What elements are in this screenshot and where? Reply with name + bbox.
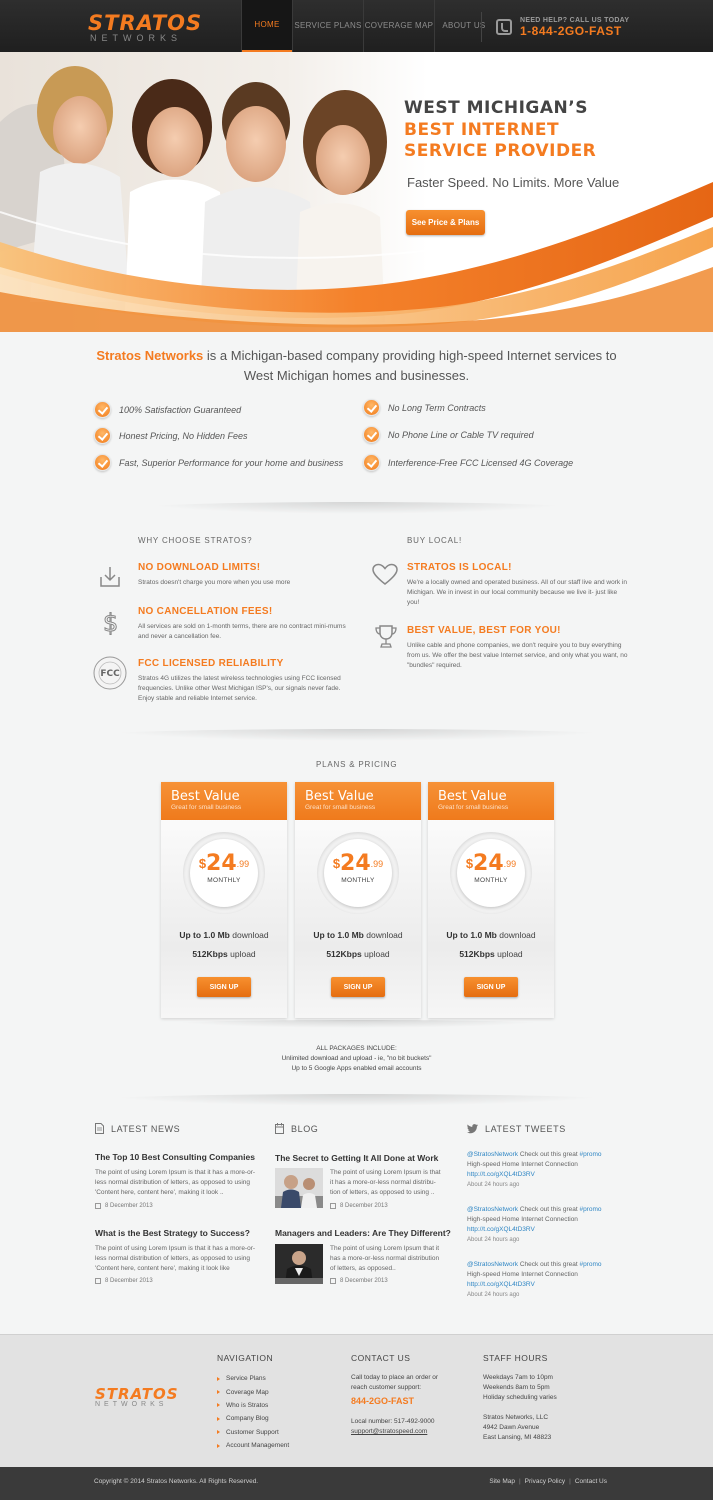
- footer-nav-links: [217, 1372, 289, 1452]
- tweet-hashtag[interactable]: #promo: [579, 1261, 602, 1268]
- bottom-links: [489, 1478, 607, 1485]
- why-text: Stratos 4G utilizes the latest wireless technologies using FCC licensed frequencies. Unlike other West Michigan ISP's, our signals never fade. Enjoy stable and reliable Internet service.: [138, 675, 341, 702]
- blog-thumbnail-image[interactable]: [275, 1244, 323, 1284]
- blog-post-date: 8 December 2013: [330, 1203, 388, 1209]
- tweet-item: @StratosNetwork Check out this great #promo High-speed Home Internet Connection http://t.co/gXQL4tD3RV About 24 hours ago: [467, 1206, 602, 1243]
- site-map-link[interactable]: Site Map: [489, 1478, 515, 1485]
- plan-download: Up to 1.0 Mb download: [313, 930, 403, 940]
- footer-link-service-plans[interactable]: Service Plans: [217, 1372, 289, 1385]
- feature-item: Interference-Free FCC Licensed 4G Coverage: [363, 454, 573, 471]
- check-icon: [363, 426, 380, 443]
- call-us-box[interactable]: [481, 12, 629, 42]
- tweet-time: About 24 hours ago: [467, 1292, 520, 1298]
- check-icon: [94, 401, 111, 418]
- hero-heading-line1: WEST MICHIGAN’S: [404, 98, 588, 118]
- calendar-icon: [330, 1203, 336, 1209]
- footer-link-account-management[interactable]: Account Management: [217, 1439, 289, 1452]
- twitter-bird-icon: [467, 1123, 478, 1134]
- calendar-icon: [95, 1278, 101, 1284]
- nav-coverage-map[interactable]: COVERAGE MAP: [364, 21, 434, 30]
- news-post-title[interactable]: What is the Best Strategy to Success?: [95, 1228, 250, 1238]
- news-post-body: The point of using Lorem Ipsum is that it has a more-or-less normal distribution of letters, as opposed to using 'Content here, content here', making it look like: [95, 1245, 256, 1272]
- contact-us-link[interactable]: Contact Us: [574, 1478, 607, 1485]
- why-heading: NO DOWNLOAD LIMITS!: [138, 562, 261, 573]
- tweet-link[interactable]: http://t.co/gXQL4tD3RV: [467, 1226, 535, 1233]
- phone-icon: [496, 19, 512, 35]
- logo-wordmark: STRATOS: [88, 11, 203, 35]
- tweet-handle[interactable]: @StratosNetwork: [467, 1151, 519, 1158]
- hero-banner: [0, 52, 713, 332]
- section-divider: [140, 502, 573, 514]
- plan-period: MONTHLY: [474, 877, 508, 884]
- tweet-link[interactable]: http://t.co/gXQL4tD3RV: [467, 1171, 535, 1178]
- footer-contact-text: Call today to place an order or reach customer support:: [351, 1374, 439, 1391]
- news-post-date: 8 December 2013: [95, 1278, 153, 1284]
- check-icon: [94, 454, 111, 471]
- packages-include: [200, 1044, 513, 1074]
- plan-period: MONTHLY: [341, 877, 375, 884]
- feature-item: 100% Satisfaction Guaranteed: [94, 401, 241, 418]
- why-text: All services are sold on 1-month terms, there are no contract mini-mums and never a cancellation fee.: [138, 623, 346, 640]
- footer-navigation-title: NAVIGATION: [217, 1353, 274, 1363]
- logo-subtitle: NETWORKS: [90, 33, 183, 43]
- footer-link-customer-support[interactable]: Customer Support: [217, 1426, 289, 1439]
- price-circle: [317, 832, 399, 914]
- tweet-item: @StratosNetwork Check out this great #promo High-speed Home Internet Connection http://t.co/gXQL4tD3RV About 24 hours ago: [467, 1261, 602, 1298]
- nav-service-plans[interactable]: SERVICE PLANS: [294, 21, 362, 30]
- intro-brand: Stratos Networks: [96, 348, 204, 363]
- news-post-title[interactable]: The Top 10 Best Consulting Companies: [95, 1152, 255, 1162]
- plans-pricing-title: PLANS & PRICING: [316, 760, 398, 769]
- plan-subtitle: Great for small business: [305, 804, 376, 811]
- plan-name: Best Value: [438, 789, 507, 804]
- sign-up-button[interactable]: SIGN UP: [464, 977, 518, 997]
- blog-post-body: The point of using Lorem Ipsum is that it has a more-or-less normal distribu-tion of letters, as opposed to using ..: [330, 1169, 441, 1196]
- footer-logo[interactable]: STRATOS NETWORKS: [95, 1385, 179, 1408]
- tweet-time: About 24 hours ago: [467, 1182, 520, 1188]
- price-circle: [183, 832, 265, 914]
- heart-icon: [372, 563, 398, 587]
- plan-subtitle: Great for small business: [171, 804, 242, 811]
- tweet-handle[interactable]: @StratosNetwork: [467, 1206, 519, 1213]
- pricing-plan-card: [295, 782, 421, 1018]
- why-heading: NO CANCELLATION FEES!: [138, 606, 273, 617]
- plan-download: Up to 1.0 Mb download: [446, 930, 536, 940]
- document-icon: [95, 1123, 104, 1134]
- plan-header: [161, 782, 287, 820]
- why-heading: FCC LICENSED RELIABILITY: [138, 658, 284, 669]
- top-navigation-bar: [0, 0, 713, 52]
- footer-hours-title: STAFF HOURS: [483, 1353, 548, 1363]
- trophy-icon: [374, 624, 398, 650]
- tweet-hashtag[interactable]: #promo: [579, 1151, 602, 1158]
- privacy-policy-link[interactable]: Privacy Policy: [524, 1478, 566, 1485]
- nav-about-us[interactable]: ABOUT US: [442, 21, 486, 30]
- check-icon: [94, 427, 111, 444]
- fcc-label: FCC: [100, 669, 120, 679]
- package-item: Up to 5 Google Apps enabled email accounts: [291, 1065, 422, 1072]
- sign-up-button[interactable]: SIGN UP: [197, 977, 251, 997]
- packages-title: ALL PACKAGES INCLUDE:: [316, 1045, 397, 1052]
- plan-name: Best Value: [171, 789, 240, 804]
- hero-family-image: [0, 52, 713, 332]
- latest-tweets-title: LATEST TWEETS: [467, 1123, 566, 1134]
- plan-header: [295, 782, 421, 820]
- help-text: NEED HELP? CALL US TODAY: [520, 16, 630, 24]
- feature-item: No Phone Line or Cable TV required: [363, 426, 534, 443]
- footer-link-who-is-stratos[interactable]: Who is Stratos: [217, 1399, 289, 1412]
- blog-post-title[interactable]: Managers and Leaders: Are They Different?: [275, 1228, 451, 1238]
- intro-description: is a Michigan-based company providing high-speed Internet services to West Michigan homes and businesses.: [203, 348, 617, 383]
- header-phone-number[interactable]: 1-844-2GO-FAST: [520, 23, 622, 38]
- plan-download: Up to 1.0 Mb download: [179, 930, 269, 940]
- pricing-plan-card: [161, 782, 287, 1018]
- link-separator: |: [569, 1478, 571, 1485]
- blog-post-body: The point of using Lorem Ipsum that it has a more-or-less normal distribution of letters, as opposed..: [330, 1245, 440, 1272]
- why-text: Stratos doesn't charge you more when you use more: [138, 579, 291, 586]
- plan-upload: 512Kbps upload: [459, 949, 523, 959]
- news-post-body: The point of using Lorem Ipsum is that it has a more-or-less normal distribution of letters, as opposed to using 'Content here, content here', making it look ..: [95, 1169, 256, 1196]
- tweet-link[interactable]: http://t.co/gXQL4tD3RV: [467, 1281, 535, 1288]
- copyright-text: Copyright © 2014 Stratos Networks. All Rights Reserved.: [94, 1478, 259, 1485]
- why-choose-title: WHY CHOOSE STRATOS?: [138, 536, 253, 545]
- dollar-icon: [100, 607, 120, 637]
- plan-subtitle: Great for small business: [438, 804, 509, 811]
- feature-item: No Long Term Contracts: [363, 399, 486, 416]
- main-nav: [241, 0, 493, 52]
- footer-link-coverage-map[interactable]: Coverage Map: [217, 1385, 289, 1398]
- intro-text: [80, 346, 633, 386]
- package-item: Unlimited download and upload - ie, "no bit buckets": [281, 1055, 432, 1062]
- plan-price: $^{\$}24^{.99}$: [198, 851, 250, 876]
- blog-post-title[interactable]: The Secret to Getting It All Done at Work: [275, 1153, 439, 1163]
- feature-item: Fast, Superior Performance for your home and business: [94, 454, 343, 471]
- buy-local-title: BUY LOCAL!: [407, 536, 462, 545]
- blog-thumbnail-image[interactable]: [275, 1168, 323, 1208]
- section-divider: [100, 729, 613, 741]
- section-divider: [100, 1094, 613, 1106]
- tweet-item: @StratosNetwork Check out this great #promo High-speed Home Internet Connection http://t.co/gXQL4tD3RV About 24 hours ago: [467, 1151, 602, 1188]
- footer-phone[interactable]: 844-2GO-FAST: [351, 1396, 415, 1406]
- check-icon: [363, 454, 380, 471]
- check-icon: [363, 399, 380, 416]
- blog-post-date: 8 December 2013: [330, 1278, 388, 1284]
- see-price-plans-button[interactable]: See Price & Plans: [406, 210, 485, 235]
- feature-item: Honest Pricing, No Hidden Fees: [94, 427, 248, 444]
- why-heading: BEST VALUE, BEST FOR YOU!: [407, 625, 561, 636]
- calendar-icon: [95, 1203, 101, 1209]
- calendar-icon: [275, 1123, 284, 1134]
- plan-price: $^{\$}24^{.99}$: [332, 851, 384, 876]
- why-heading: STRATOS IS LOCAL!: [407, 562, 512, 573]
- why-text: We're a locally owned and operated business. All of our staff live and work in Michigan. We in invest in our local community because we live it- just like you!: [407, 579, 627, 606]
- link-separator: |: [518, 1478, 521, 1485]
- tweet-time: About 24 hours ago: [467, 1237, 520, 1243]
- latest-news-title: LATEST NEWS: [95, 1123, 180, 1134]
- calendar-icon: [330, 1278, 336, 1284]
- news-post-date: 8 December 2013: [95, 1203, 153, 1209]
- stratos-logo[interactable]: [88, 13, 218, 43]
- blog-title: BLOG: [275, 1123, 318, 1134]
- plan-header: [428, 782, 554, 820]
- footer-contact-title: CONTACT US: [351, 1353, 411, 1363]
- sign-up-button[interactable]: SIGN UP: [331, 977, 385, 997]
- plans-shadow: [165, 1020, 550, 1028]
- svg-text:$: $: [103, 609, 119, 637]
- tweet-handle[interactable]: @StratosNetwork: [467, 1261, 519, 1268]
- download-icon: [98, 565, 122, 589]
- hero-tagline: Faster Speed. No Limits. More Value: [407, 175, 620, 190]
- footer-address: Stratos Networks, LLC 4942 Dawn Avenue East Lansing, MI 48823: [483, 1414, 552, 1441]
- footer-link-company-blog[interactable]: Company Blog: [217, 1412, 289, 1425]
- fcc-seal-icon: [92, 655, 128, 691]
- pricing-plan-card: [428, 782, 554, 1018]
- plan-upload: 512Kbps upload: [326, 949, 390, 959]
- nav-home[interactable]: HOME: [242, 0, 292, 52]
- footer-local-number: Local number: 517-492-9000: [351, 1418, 435, 1425]
- footer-email-link[interactable]: support@stratospeed.com: [351, 1428, 428, 1435]
- tweet-hashtag[interactable]: #promo: [579, 1206, 602, 1213]
- why-text: Unlike cable and phone companies, we don't require you to buy everything from us. We offer the best value Internet service, and only what you want, no "bundles" required.: [407, 642, 628, 669]
- price-circle: [450, 832, 532, 914]
- plan-period: MONTHLY: [207, 877, 241, 884]
- hero-heading-line2: BEST INTERNET SERVICE PROVIDER: [404, 120, 597, 161]
- plan-price: $^{\$}24^{.99}$: [465, 851, 517, 876]
- plan-name: Best Value: [305, 789, 374, 804]
- plan-upload: 512Kbps upload: [192, 949, 256, 959]
- footer-hours: Weekdays 7am to 10pm Weekends 8am to 5pm Holiday scheduling varies: [483, 1374, 557, 1401]
